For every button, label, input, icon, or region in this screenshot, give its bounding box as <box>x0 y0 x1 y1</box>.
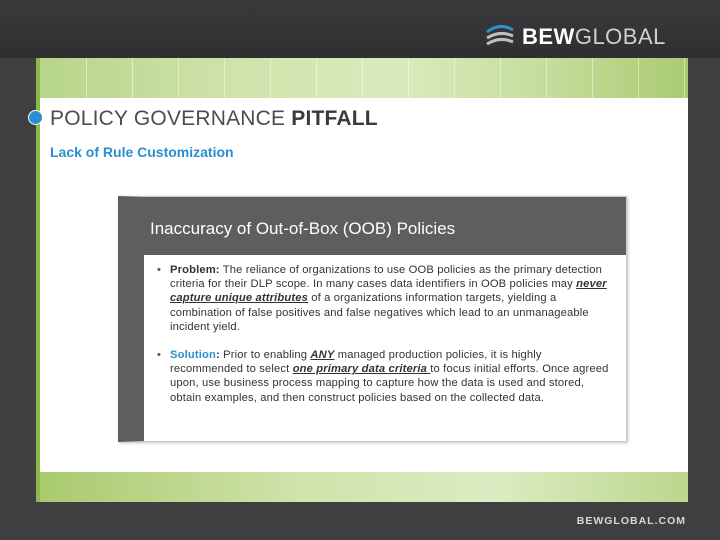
logo-text-bold: BEW <box>522 24 575 49</box>
slide-title-main: POLICY GOVERNANCE <box>50 107 292 130</box>
decorative-band-bottom <box>40 472 688 502</box>
solution-label: Solution <box>170 349 216 362</box>
solution-text-part: Prior to enabling <box>219 349 311 362</box>
bewglobal-logo <box>484 22 666 52</box>
card-body <box>144 255 626 405</box>
problem-item <box>148 263 616 334</box>
decorative-band-top <box>40 58 688 98</box>
slide-title <box>50 107 378 131</box>
footer-url: BEWGLOBAL.COM <box>576 515 686 527</box>
solution-emphasis: one primary data criteria <box>292 363 431 376</box>
bullet-icon: • <box>156 264 162 276</box>
solution-text <box>170 348 616 405</box>
content-card <box>118 196 627 442</box>
problem-emphasis: never capture unique attributes <box>170 278 607 305</box>
card-heading: Inaccuracy of Out-of-Box (OOB) Policies <box>144 197 626 255</box>
problem-label: Problem: <box>170 264 220 276</box>
slide-subtitle: Lack of Rule Customization <box>50 144 234 160</box>
bullet-icon: • <box>156 349 162 362</box>
problem-text-part: of a organizations information targets, yielding a combination of false positives and false negatives which lead to an unmanageable incident yield. <box>170 292 589 333</box>
problem-text <box>170 263 616 334</box>
solution-item <box>148 348 616 405</box>
solution-emphasis: ANY <box>310 349 335 362</box>
solution-colon: : <box>215 349 220 362</box>
top-header <box>0 0 720 58</box>
logo-text-thin: GLOBAL <box>574 24 666 49</box>
problem-text-part: The reliance of organizations to use OOB policies as the primary detection criteria for their DLP scope. In many cases data identifiers in OOB policies may <box>170 264 602 291</box>
solution-text-part: managed production policies, it is highly recommended to select <box>170 349 542 376</box>
logo-wordmark <box>522 24 666 50</box>
title-bullet-icon <box>28 110 43 125</box>
solution-text-part: to focus initial efforts. Once agreed upon, use business process mapping to capture how the data is used and stored, obtain examples, and then construct policies based on the collected data. <box>170 363 609 404</box>
slide-title-bold: PITFALL <box>291 107 378 130</box>
swoosh-logo-icon <box>484 22 516 52</box>
